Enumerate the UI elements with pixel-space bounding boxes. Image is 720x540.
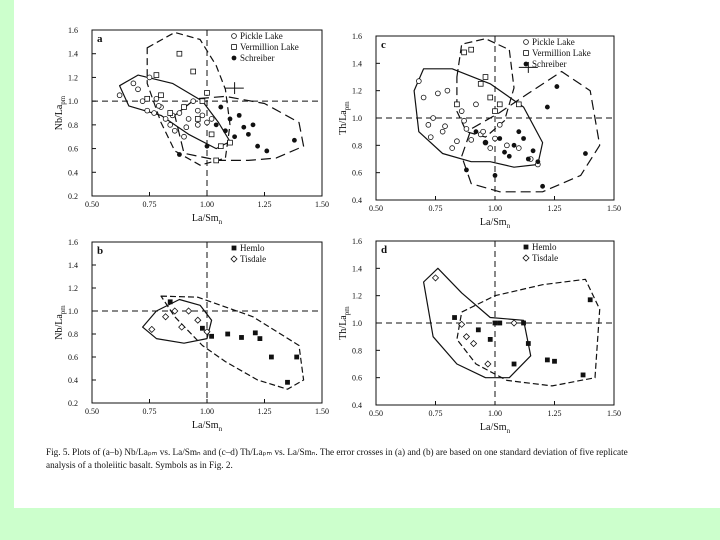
data-point-filled-square — [168, 299, 173, 304]
data-point-open-square — [182, 105, 187, 110]
data-point-filled-circle — [535, 159, 540, 164]
x-axis-title-subscript: n — [506, 222, 511, 230]
data-point-open-circle — [440, 129, 445, 134]
data-point-open-circle — [117, 93, 122, 98]
data-point-open-square — [469, 47, 474, 52]
data-point-open-diamond — [433, 275, 439, 281]
data-point-open-square — [493, 109, 498, 114]
legend-label: Pickle Lake — [240, 31, 283, 41]
data-point-open-diamond — [471, 341, 477, 347]
legend-label: Tisdale — [240, 254, 267, 264]
data-point-open-circle — [163, 117, 168, 122]
y-axis-title — [338, 306, 351, 340]
data-point-open-circle — [493, 136, 498, 141]
data-point-open-circle — [469, 137, 474, 142]
data-point-open-square — [209, 132, 214, 137]
y-tick-label: 1.2 — [352, 86, 362, 96]
data-point-open-square — [455, 102, 460, 107]
data-point-filled-square — [476, 327, 481, 332]
data-point-open-circle — [450, 146, 455, 151]
data-point-open-diamond — [149, 326, 155, 332]
data-point-filled-square — [581, 373, 586, 378]
data-point-open-square — [205, 90, 210, 95]
x-tick-label: 1.50 — [315, 407, 329, 416]
y-axis-title-main: Nb/La — [54, 314, 65, 340]
x-tick-label: 1.25 — [257, 407, 272, 416]
data-point-open-circle — [191, 99, 196, 104]
data-point-filled-circle — [223, 128, 228, 133]
y-tick-label: 0.8 — [352, 141, 362, 151]
data-point-open-diamond — [163, 314, 169, 320]
x-tick-label: 1.00 — [200, 200, 214, 209]
data-point-open-circle — [416, 79, 421, 84]
y-tick-label: 0.6 — [352, 373, 362, 383]
data-point-open-circle — [168, 122, 173, 127]
data-point-open-square — [232, 45, 237, 50]
x-tick-label: 0.50 — [369, 409, 383, 418]
x-tick-label: 0.75 — [428, 204, 443, 213]
y-axis-title — [338, 101, 351, 135]
data-point-open-circle — [524, 40, 529, 45]
legend-label: Hemlo — [240, 243, 265, 253]
data-point-filled-circle — [214, 122, 219, 127]
x-axis-title-main: La/Sm — [191, 213, 219, 224]
data-point-open-circle — [131, 81, 136, 86]
data-point-open-circle — [443, 124, 448, 129]
x-tick-label: 1.25 — [547, 204, 562, 213]
y-tick-label: 1.2 — [68, 73, 78, 83]
data-point-filled-square — [497, 321, 502, 326]
data-point-open-circle — [140, 99, 145, 104]
data-point-open-circle — [428, 135, 433, 140]
data-point-open-circle — [459, 109, 464, 114]
legend-label: Schreiber — [532, 59, 567, 69]
y-tick-label: 0.2 — [68, 399, 78, 408]
data-point-filled-square — [253, 330, 258, 335]
data-point-open-circle — [497, 122, 502, 127]
y-tick-label: 1.2 — [352, 291, 362, 301]
data-point-open-circle — [209, 117, 214, 122]
y-tick-label: 0.8 — [352, 346, 362, 356]
data-point-filled-square — [524, 245, 529, 250]
data-point-filled-square — [225, 332, 230, 337]
y-tick-label: 0.4 — [352, 401, 362, 410]
panel-b — [54, 238, 329, 433]
data-point-filled-circle — [583, 151, 588, 156]
y-axis-title-subscript: pm — [343, 101, 351, 111]
figure-caption: Fig. 5. Plots of (a–b) Nb/Laₚₘ vs. La/Smₙ and (c–d) Th/Laₚₘ vs. La/Smₙ. The error crosses in (a) and (b) are based on one standard deviation of five replicate analysis of a tholeiitic basalt. Symbols as in Fig. 2. — [46, 447, 628, 470]
data-point-open-diamond — [186, 308, 192, 314]
data-point-filled-circle — [483, 140, 488, 145]
data-point-open-square — [488, 95, 493, 100]
data-point-open-circle — [455, 139, 460, 144]
panel-letter: b — [97, 245, 104, 257]
data-point-open-diamond — [511, 320, 517, 326]
data-point-filled-circle — [232, 56, 237, 61]
data-point-filled-circle — [237, 113, 242, 118]
legend-label: Hemlo — [532, 242, 557, 252]
data-point-filled-square — [452, 315, 457, 320]
data-point-open-square — [516, 102, 521, 107]
data-point-open-square — [483, 75, 488, 80]
series-tisdale — [149, 308, 210, 335]
y-tick-label: 1.0 — [68, 307, 78, 316]
data-point-open-square — [168, 111, 173, 116]
x-axis-title-subscript: n — [506, 427, 511, 435]
y-tick-label: 1.0 — [352, 319, 362, 328]
y-axis-title-subscript: pm — [343, 306, 351, 316]
data-point-open-circle — [431, 116, 436, 121]
data-point-open-diamond — [463, 334, 469, 340]
data-point-open-square — [462, 50, 467, 55]
data-point-filled-circle — [540, 184, 545, 189]
y-tick-label: 1.4 — [352, 59, 362, 69]
series-tisdale — [433, 275, 518, 367]
data-point-filled-circle — [177, 152, 182, 157]
data-point-filled-circle — [232, 134, 237, 139]
legend-label: Vermillion Lake — [532, 48, 591, 58]
x-tick-label: 1.50 — [607, 204, 621, 213]
data-point-open-circle — [145, 108, 150, 113]
group-envelope — [175, 96, 304, 160]
data-point-open-circle — [200, 113, 205, 118]
x-axis-title-subscript: n — [218, 425, 223, 433]
y-tick-label: 0.6 — [68, 353, 78, 362]
data-point-filled-square — [512, 362, 517, 367]
data-point-open-square — [191, 69, 196, 74]
data-point-filled-circle — [264, 149, 269, 154]
legend-label: Schreiber — [240, 53, 275, 63]
x-tick-label: 1.25 — [257, 200, 272, 209]
y-tick-label: 1.6 — [352, 32, 362, 41]
x-axis-title-subscript: n — [218, 218, 223, 226]
data-point-filled-circle — [292, 138, 297, 143]
data-point-open-circle — [481, 129, 486, 134]
x-tick-label: 1.50 — [315, 200, 329, 209]
y-tick-label: 0.4 — [68, 376, 78, 385]
x-tick-label: 1.00 — [200, 407, 214, 416]
y-tick-label: 0.6 — [352, 168, 362, 178]
data-point-open-square — [145, 96, 150, 101]
data-point-filled-circle — [218, 105, 223, 110]
data-point-open-circle — [474, 102, 479, 107]
data-point-open-square — [497, 102, 502, 107]
data-point-open-circle — [172, 128, 177, 133]
data-point-open-circle — [426, 122, 431, 127]
x-axis-title — [480, 217, 511, 230]
y-axis-title-subscript: pm — [59, 305, 67, 315]
panel-letter: c — [381, 39, 386, 51]
data-point-open-circle — [182, 134, 187, 139]
data-point-open-circle — [195, 108, 200, 113]
x-tick-label: 0.75 — [428, 409, 443, 418]
y-axis-title — [54, 305, 67, 340]
data-point-open-square — [195, 117, 200, 122]
data-point-open-circle — [177, 111, 182, 116]
data-point-filled-square — [545, 358, 550, 363]
data-point-filled-square — [588, 297, 593, 302]
data-point-open-circle — [421, 95, 426, 100]
data-point-open-diamond — [485, 361, 491, 367]
data-point-open-diamond — [231, 256, 237, 262]
y-tick-label: 1.6 — [68, 26, 78, 35]
x-tick-label: 1.25 — [547, 409, 562, 418]
data-point-filled-circle — [474, 129, 479, 134]
x-axis-title — [192, 213, 223, 226]
group-envelope — [120, 75, 230, 149]
y-axis-title-main: Nb/La — [54, 104, 65, 131]
data-point-open-circle — [488, 146, 493, 151]
data-point-filled-circle — [554, 84, 559, 89]
data-point-filled-circle — [545, 105, 550, 110]
y-axis-title-subscript: pm — [59, 95, 67, 105]
series-vermillion-lake — [455, 47, 522, 113]
data-point-filled-square — [200, 326, 205, 331]
data-point-filled-circle — [255, 144, 260, 149]
panel-a — [54, 26, 329, 226]
x-axis-title-main: La/Sm — [479, 422, 507, 433]
data-point-open-diamond — [195, 317, 201, 323]
data-point-open-square — [524, 51, 529, 56]
group-envelope — [143, 300, 212, 344]
y-axis-title-main: Th/La — [338, 110, 349, 135]
y-axis-title-main: Th/La — [338, 315, 349, 340]
data-point-open-square — [228, 140, 233, 145]
data-point-filled-circle — [531, 148, 536, 153]
data-point-filled-circle — [228, 117, 233, 122]
data-point-filled-square — [521, 321, 526, 326]
y-axis-title — [54, 95, 67, 130]
data-point-open-circle — [232, 34, 237, 39]
data-point-filled-circle — [497, 136, 502, 141]
data-point-filled-square — [209, 334, 214, 339]
data-point-filled-circle — [524, 62, 529, 67]
data-point-filled-square — [258, 336, 263, 341]
data-point-filled-circle — [502, 150, 507, 155]
data-point-open-circle — [505, 143, 510, 148]
data-point-filled-circle — [205, 144, 210, 149]
data-point-filled-circle — [521, 136, 526, 141]
data-point-filled-circle — [507, 154, 512, 159]
data-point-filled-square — [285, 380, 290, 385]
data-point-filled-circle — [516, 129, 521, 134]
legend-label: Tisdale — [532, 253, 559, 263]
y-tick-label: 1.2 — [68, 284, 78, 293]
y-tick-label: 1.0 — [352, 114, 362, 123]
group-envelope — [147, 32, 230, 165]
data-point-open-square — [154, 73, 159, 78]
x-tick-label: 1.00 — [488, 204, 502, 213]
panel-c — [338, 32, 621, 230]
data-point-open-circle — [154, 96, 159, 101]
data-point-filled-circle — [526, 157, 531, 162]
data-point-open-circle — [464, 127, 469, 132]
data-point-filled-circle — [246, 132, 251, 137]
y-tick-label: 0.8 — [68, 330, 78, 339]
y-tick-label: 1.0 — [68, 97, 78, 107]
series-hemlo — [452, 297, 592, 377]
data-point-open-circle — [186, 117, 191, 122]
data-point-filled-square — [493, 321, 498, 326]
data-point-open-square — [159, 93, 164, 98]
data-point-open-circle — [462, 118, 467, 123]
data-point-open-circle — [445, 88, 450, 93]
y-tick-label: 1.6 — [68, 238, 78, 247]
data-point-open-square — [200, 99, 205, 104]
data-point-open-circle — [152, 111, 157, 116]
data-point-filled-square — [269, 355, 274, 360]
x-axis-title-main: La/Sm — [191, 420, 219, 431]
data-point-open-circle — [184, 125, 189, 130]
y-tick-label: 0.8 — [68, 120, 78, 130]
y-tick-label: 0.6 — [68, 144, 78, 154]
data-point-filled-circle — [493, 173, 498, 178]
data-point-filled-circle — [512, 143, 517, 148]
data-point-open-circle — [136, 87, 141, 92]
panel-d — [338, 237, 621, 435]
x-axis-title-main: La/Sm — [479, 217, 507, 228]
y-tick-label: 0.4 — [68, 168, 78, 178]
x-axis-title — [480, 422, 511, 435]
x-tick-label: 0.50 — [369, 204, 383, 213]
y-tick-label: 0.2 — [68, 192, 78, 201]
data-point-open-square — [177, 51, 182, 56]
group-envelope — [457, 279, 600, 386]
data-point-filled-circle — [241, 125, 246, 130]
y-tick-label: 1.4 — [68, 261, 78, 270]
legend-label: Vermillion Lake — [240, 42, 299, 52]
data-point-open-square — [218, 144, 223, 149]
series-schreiber — [177, 105, 297, 157]
data-point-open-circle — [516, 146, 521, 151]
data-point-filled-square — [488, 337, 493, 342]
data-point-open-square — [478, 81, 483, 86]
panel-letter: a — [97, 33, 103, 45]
data-point-filled-square — [232, 246, 237, 251]
y-tick-label: 1.6 — [352, 237, 362, 246]
data-point-open-circle — [156, 103, 161, 108]
x-tick-label: 0.50 — [85, 200, 99, 209]
data-point-filled-circle — [251, 122, 256, 127]
data-point-filled-square — [526, 341, 531, 346]
data-point-open-circle — [147, 75, 152, 80]
x-tick-label: 0.50 — [85, 407, 99, 416]
legend-label: Pickle Lake — [532, 37, 575, 47]
y-tick-label: 0.4 — [352, 196, 362, 205]
x-axis-title — [192, 420, 223, 433]
x-tick-label: 0.75 — [142, 200, 157, 209]
data-point-filled-circle — [464, 168, 469, 173]
data-point-open-circle — [435, 91, 440, 96]
series-pickle-lake — [416, 79, 540, 167]
y-tick-label: 1.4 — [68, 49, 78, 59]
data-point-open-diamond — [523, 255, 529, 261]
x-tick-label: 1.50 — [607, 409, 621, 418]
data-point-filled-square — [294, 355, 299, 360]
data-point-open-circle — [205, 120, 210, 125]
x-tick-label: 1.00 — [488, 409, 502, 418]
data-point-open-square — [214, 158, 219, 163]
data-point-open-circle — [195, 122, 200, 127]
data-point-filled-square — [239, 335, 244, 340]
data-point-open-diamond — [179, 324, 185, 330]
y-tick-label: 1.4 — [352, 264, 362, 274]
data-point-filled-square — [552, 359, 557, 364]
panel-letter: d — [381, 244, 388, 256]
x-tick-label: 0.75 — [142, 407, 157, 416]
